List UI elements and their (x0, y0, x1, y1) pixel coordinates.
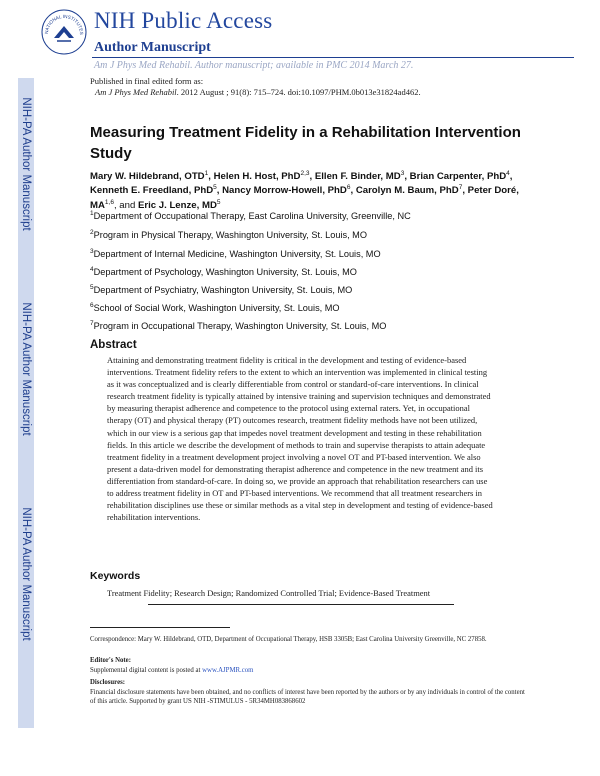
sidebar-label: NIH-PA Author Manuscript (20, 302, 32, 436)
editors-note-label: Editor's Note: (90, 657, 131, 664)
affiliation: $^3$Department of Internal Medicine, Washington University, St. Louis, MO (90, 247, 381, 259)
abstract-body: Attaining and demonstrating treatment fidelity is critical in the development and testing of evidence-based interventions. Treatment fidelity refers to the extent to which an intervention was implemented in clinical testing as it was conceptualized and is clearly differentiable from control or standard-of-care interventions. In clinical research treatment fidelity is typically attained by intensive training and supervision techniques and demonstrated by measuring therapist adherence and competence to the protocol using external raters. Yet, in occupational therapy (OT) and physical therapy (PT) outcomes research, treatment fidelity methods have not been utilized, which in our view is a serious gap that impedes novel treatment development and testing in these rehabilitation fields. In this article we describe the development of methods to train and supervise therapists to attain adequate treatment fidelity in a treatment development project involving a novel OT and PT-based intervention. We also present a data-driven model for demonstrating therapist adherence and competence in the new treatment and its differentiation from standard-of-care. In doing so, we provide an approach that rehabilitation researchers can use to address treatment fidelity in OT and PT-based interventions. We recommend that all treatment researchers in rehabilitation disciplines use these or similar methods as a vital step in development and testing of evidence-based rehabilitation interventions. (107, 355, 493, 523)
article-title: Measuring Treatment Fidelity in a Rehabilitation Intervention Study (90, 124, 521, 162)
sidebar-label: NIH-PA Author Manuscript (20, 507, 32, 641)
author: Ellen F. Binder, MD (314, 171, 401, 182)
ajpmr-link[interactable]: www.AJPMR.com (202, 666, 254, 674)
keywords-heading: Keywords (90, 570, 141, 582)
author-list: Mary W. Hildebrand, OTD$^1$, Helen H. Host, PhD$^{2,3}$, Ellen F. Binder, $MD^3$, Brian Carpenter, PhD$^4$, Kenneth E. Freedland, PhD$^5$, Nancy Morrow-Howell, PhD$^6$, Carolyn M. Baum, PhD$^7$, Peter Doré, MA$^{1,6}$, and Eric J. Lenze, $MD^5$ (90, 169, 519, 211)
author-manuscript-label: Author Manuscript (94, 40, 211, 55)
published-line: Published in final edited form as: (90, 76, 204, 86)
affiliation: $^4$Department of Psychology, Washington University, St. Louis, MO (90, 265, 357, 277)
disclosures-label: Disclosures: (90, 679, 125, 686)
author: Helen H. Host, PhD (213, 171, 301, 182)
author: Mary W. Hildebrand, OTD (90, 171, 205, 182)
sidebar-label: NIH-PA Author Manuscript (20, 97, 32, 231)
affiliation: $^1$Department of Occupational Therapy, East Carolina University, Greenville, NC (90, 209, 411, 221)
availability-line: Am J Phys Med Rehabil. Author manuscript; available in PMC 2014 March 27. (94, 60, 414, 71)
logo-text: NATIONAL INSTITUTES (43, 13, 85, 35)
affiliation: $^2$Program in Physical Therapy, Washington University, St. Louis, MO (90, 228, 367, 240)
nih-public-access-title: NIH Public Access (94, 8, 273, 33)
author: Nancy Morrow-Howell, PhD (222, 185, 347, 197)
affiliation: $^5$Department of Psychiatry, Washington University, St. Louis, MO (90, 283, 353, 295)
correspondence-note: Correspondence: Mary W. Hildebrand, OTD, Department of Occupational Therapy, HSB 3305B; East Carolina University Greenville, NC 27858. (90, 636, 487, 643)
author: Eric J. Lenze, MD (137, 199, 217, 211)
keywords-list: Treatment Fidelity; Research Design; Randomized Controlled Trial; Evidence-Based Treatment (107, 588, 431, 598)
footnote-divider (90, 627, 230, 628)
citation-line (95, 87, 421, 97)
citation-details: . 2012 August ; 91(8): 715–724. doi:10.1097/PHM.0b013e31824ad462. (176, 87, 421, 97)
author: Peter Doré, MA (90, 185, 519, 211)
abstract-heading: Abstract (90, 339, 137, 351)
keywords-divider (148, 604, 454, 605)
disclosures-note: Disclosures: Financial disclosure statements have been obtained, and no conflicts of interest have been reported by the authors or by any individuals in control of the content of this article. Supported by grant US NIH -STIMULUS - 5R34MH083868602 (90, 679, 525, 706)
author: Brian Carpenter, PhD (409, 171, 507, 182)
author: Carolyn M. Baum, PhD (355, 185, 459, 197)
journal-name: Am J Phys Med Rehabil (95, 87, 177, 97)
author: Kenneth E. Freedland, PhD (90, 185, 214, 197)
affiliation: $^7$Program in Occupational Therapy, Washington University, St. Louis, MO (90, 319, 387, 331)
header-divider (92, 57, 574, 58)
affiliation: $^6$School of Social Work, Washington University, St. Louis, MO (90, 301, 340, 313)
editors-note: Editor's Note: Supplemental digital content is posted at www.AJPMR.com (90, 657, 254, 674)
nih-seal-logo (40, 8, 88, 56)
